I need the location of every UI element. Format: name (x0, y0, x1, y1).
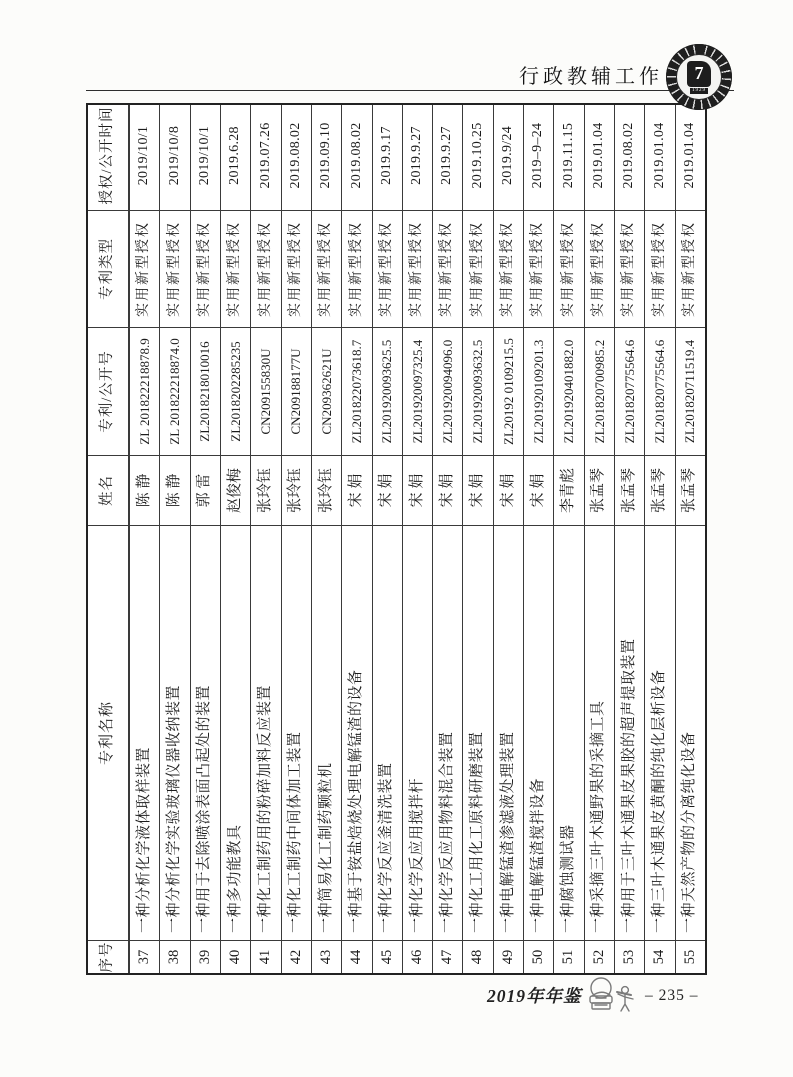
cell-grant-date: 2019.08.02 (282, 101, 311, 211)
cell-patent-name: 一种腐蚀测试器 (554, 526, 583, 941)
cell-patent-type: 实用新型授权 (403, 211, 432, 328)
cell-inventor: 宋 娟 (342, 456, 371, 526)
cell-grant-date: 2019.6.28 (221, 101, 250, 211)
cell-inventor: 张孟琴 (645, 456, 674, 526)
col-header-patent-type: 专利类型 (88, 211, 128, 328)
table-row (190, 105, 220, 973)
cell-patent-number: ZL201920097325.4 (403, 328, 432, 456)
cell-patent-name: 一种分析化学实验玻璃仪器收纳装置 (160, 526, 189, 941)
cell-inventor: 宋 娟 (524, 456, 553, 526)
table-row (281, 105, 311, 973)
cell-serial-number: 43 (317, 949, 334, 965)
table-row (432, 105, 462, 973)
cell-patent-type: 实用新型授权 (282, 211, 311, 328)
cell-serial-number: 55 (681, 949, 698, 965)
col-header-patent-name: 专利名称 (88, 526, 128, 941)
cell-grant-date: 2019–9–24 (524, 101, 553, 211)
cell-patent-number: ZL201920109201.3 (524, 328, 553, 456)
col-header-serial-number: 序号 (99, 941, 116, 973)
cell-patent-name: 一种用于三叶木通果皮果胶的超声提取装置 (615, 526, 644, 941)
patent-table (86, 103, 707, 975)
section-title: 行政教辅工作 (519, 66, 663, 88)
cell-patent-number: ZL2018202285235 (221, 328, 250, 456)
cell-patent-number: ZL201820775564.6 (615, 328, 644, 456)
cell-grant-date: 2019.9.27 (433, 101, 462, 211)
cell-patent-name: 一种用于去除喷涂表面凸起处的装置 (191, 526, 220, 941)
seal-year-label: 1929 (692, 87, 706, 93)
cell-serial-number: 39 (196, 949, 213, 965)
cell-patent-type: 实用新型授权 (251, 211, 280, 328)
cell-serial-number: 48 (469, 949, 486, 965)
cell-patent-type: 实用新型授权 (524, 211, 553, 328)
seal-emblem-icon: 7 (687, 61, 711, 87)
cell-patent-name: 一种分析化学液体取样装置 (130, 526, 159, 941)
cell-patent-number: ZL20192 0109215.5 (494, 328, 523, 456)
cell-patent-number: ZL201820711519.4 (676, 328, 705, 456)
table-row (402, 105, 432, 973)
cell-inventor: 陈 静 (160, 456, 189, 526)
cell-grant-date: 2019.08.02 (342, 101, 371, 211)
cell-patent-number: CN209155830U (251, 328, 280, 456)
cell-serial-number: 47 (439, 949, 456, 965)
cell-serial-number: 51 (560, 949, 577, 965)
cell-patent-number: CN209362621U (312, 328, 341, 456)
cell-inventor: 张孟琴 (585, 456, 614, 526)
cell-inventor: 张玲钰 (312, 456, 341, 526)
table-row (614, 105, 644, 973)
cell-serial-number: 46 (408, 949, 425, 965)
cell-patent-name: 一种化学反应釜清洗装置 (373, 526, 402, 941)
cell-patent-name: 一种采摘三叶木通野果的采摘工具 (585, 526, 614, 941)
table-row (553, 105, 583, 973)
cell-inventor: 宋 娟 (433, 456, 462, 526)
footer-page-number: – 235 – (645, 987, 699, 1004)
cell-grant-date: 2019.01.04 (585, 101, 614, 211)
col-header-inventor: 姓名 (88, 456, 128, 526)
cell-serial-number: 42 (287, 949, 304, 965)
table-row (523, 105, 553, 973)
cell-patent-name: 一种天然产物的分离纯化设备 (676, 526, 705, 941)
cell-patent-type: 实用新型授权 (433, 211, 462, 328)
cell-grant-date: 2019.9.17 (373, 101, 402, 211)
cell-patent-name: 一种基于铵盐焙烧处理电解锰渣的设备 (342, 526, 371, 941)
cell-grant-date: 2019.01.04 (645, 101, 674, 211)
table-row (250, 105, 280, 973)
table-row (129, 105, 159, 973)
cell-patent-name: 一种三叶木通果皮黄酮的纯化层析设备 (645, 526, 674, 941)
cell-grant-date: 2019/10/1 (130, 101, 159, 211)
cell-serial-number: 50 (530, 949, 547, 965)
cell-serial-number: 41 (257, 949, 274, 965)
cell-grant-date: 2019.07.26 (251, 101, 280, 211)
cell-patent-number: ZL2018218010016 (191, 328, 220, 456)
cell-patent-number: ZL 201822218878.9 (130, 328, 159, 456)
cell-inventor: 赵俊梅 (221, 456, 250, 526)
cell-grant-date: 2019.9.27 (403, 101, 432, 211)
table-row (462, 105, 492, 973)
cell-inventor: 张玲钰 (251, 456, 280, 526)
table-row (493, 105, 523, 973)
cell-patent-type: 实用新型授权 (554, 211, 583, 328)
cell-patent-number: ZL201822073618.7 (342, 328, 371, 456)
table-header-row (88, 105, 129, 973)
cell-inventor: 郭 雷 (191, 456, 220, 526)
cell-patent-type: 实用新型授权 (676, 211, 705, 328)
table-row (311, 105, 341, 973)
cell-serial-number: 38 (166, 949, 183, 965)
cell-serial-number: 53 (621, 949, 638, 965)
cell-grant-date: 2019.9/24 (494, 101, 523, 211)
cell-grant-date: 2019/10/1 (191, 101, 220, 211)
cell-patent-type: 实用新型授权 (494, 211, 523, 328)
cell-grant-date: 2019.01.04 (676, 101, 705, 211)
cell-inventor: 张孟琴 (676, 456, 705, 526)
cell-patent-type: 实用新型授权 (373, 211, 402, 328)
cell-patent-name: 一种化工制药中间体加工装置 (282, 526, 311, 941)
cell-serial-number: 40 (226, 949, 243, 965)
table-row (675, 105, 705, 973)
cell-patent-name: 一种化工制药用的粉碎加料反应装置 (251, 526, 280, 941)
footer-ornament-graphic (584, 976, 640, 1019)
col-header-grant-date: 授权/公开时间 (88, 101, 128, 211)
table-row (220, 105, 250, 973)
cell-patent-number: ZL201820775564.6 (645, 328, 674, 456)
footer-book-title: 2019年年鉴 (487, 986, 582, 1006)
cell-patent-type: 实用新型授权 (342, 211, 371, 328)
header-rule (86, 90, 734, 91)
cell-serial-number: 52 (590, 949, 607, 965)
cell-inventor: 宋 娟 (494, 456, 523, 526)
cell-inventor: 张玲钰 (282, 456, 311, 526)
cell-patent-number: ZL 201822218874.0 (160, 328, 189, 456)
table-row (584, 105, 614, 973)
cell-patent-type: 实用新型授权 (312, 211, 341, 328)
col-header-patent-number: 专利/公开号 (88, 328, 128, 456)
table-row (372, 105, 402, 973)
cell-patent-type: 实用新型授权 (615, 211, 644, 328)
seal-inner-disc (676, 54, 722, 100)
cell-grant-date: 2019.08.02 (615, 101, 644, 211)
cell-patent-type: 实用新型授权 (221, 211, 250, 328)
cell-patent-name: 一种电解锰渣渗滤液处理装置 (494, 526, 523, 941)
cell-inventor: 张孟琴 (615, 456, 644, 526)
university-seal-logo (666, 44, 732, 110)
cell-inventor: 宋 娟 (403, 456, 432, 526)
cell-patent-type: 实用新型授权 (160, 211, 189, 328)
cell-patent-type: 实用新型授权 (130, 211, 159, 328)
cell-serial-number: 37 (136, 949, 153, 965)
cell-patent-number: ZL201920093625.5 (373, 328, 402, 456)
cell-inventor: 宋 娟 (463, 456, 492, 526)
cell-patent-number: ZL201920093632.5 (463, 328, 492, 456)
cell-patent-number: CN209188177U (282, 328, 311, 456)
cell-patent-type: 实用新型授权 (463, 211, 492, 328)
cell-patent-name: 一种电解锰渣搅拌设备 (524, 526, 553, 941)
cell-patent-number: ZL201920401882.0 (554, 328, 583, 456)
cell-patent-name: 一种化学反应用物料混合装置 (433, 526, 462, 941)
cell-grant-date: 2019.09.10 (312, 101, 341, 211)
table-row (644, 105, 674, 973)
cell-grant-date: 2019/10/8 (160, 101, 189, 211)
cell-serial-number: 44 (348, 949, 365, 965)
cell-patent-number: ZL201820700985.2 (585, 328, 614, 456)
cell-inventor: 李青彪 (554, 456, 583, 526)
patent-table-grid (86, 103, 707, 975)
cell-patent-type: 实用新型授权 (191, 211, 220, 328)
cell-patent-name: 一种化学反应用搅拌杆 (403, 526, 432, 941)
cell-serial-number: 54 (651, 949, 668, 965)
cell-patent-name: 一种多功能教具 (221, 526, 250, 941)
cell-patent-name: 一种化工用化工原料研磨装置 (463, 526, 492, 941)
cell-inventor: 宋 娟 (373, 456, 402, 526)
table-row (341, 105, 371, 973)
cell-grant-date: 2019.10.25 (463, 101, 492, 211)
cell-serial-number: 49 (499, 949, 516, 965)
cell-inventor: 陈 静 (130, 456, 159, 526)
cell-patent-type: 实用新型授权 (645, 211, 674, 328)
cell-patent-type: 实用新型授权 (585, 211, 614, 328)
cell-serial-number: 45 (378, 949, 395, 965)
cell-patent-name: 一种简易化工制药颗粒机 (312, 526, 341, 941)
table-row (159, 105, 189, 973)
cell-grant-date: 2019.11.15 (554, 101, 583, 211)
cell-patent-number: ZL201920094096.0 (433, 328, 462, 456)
